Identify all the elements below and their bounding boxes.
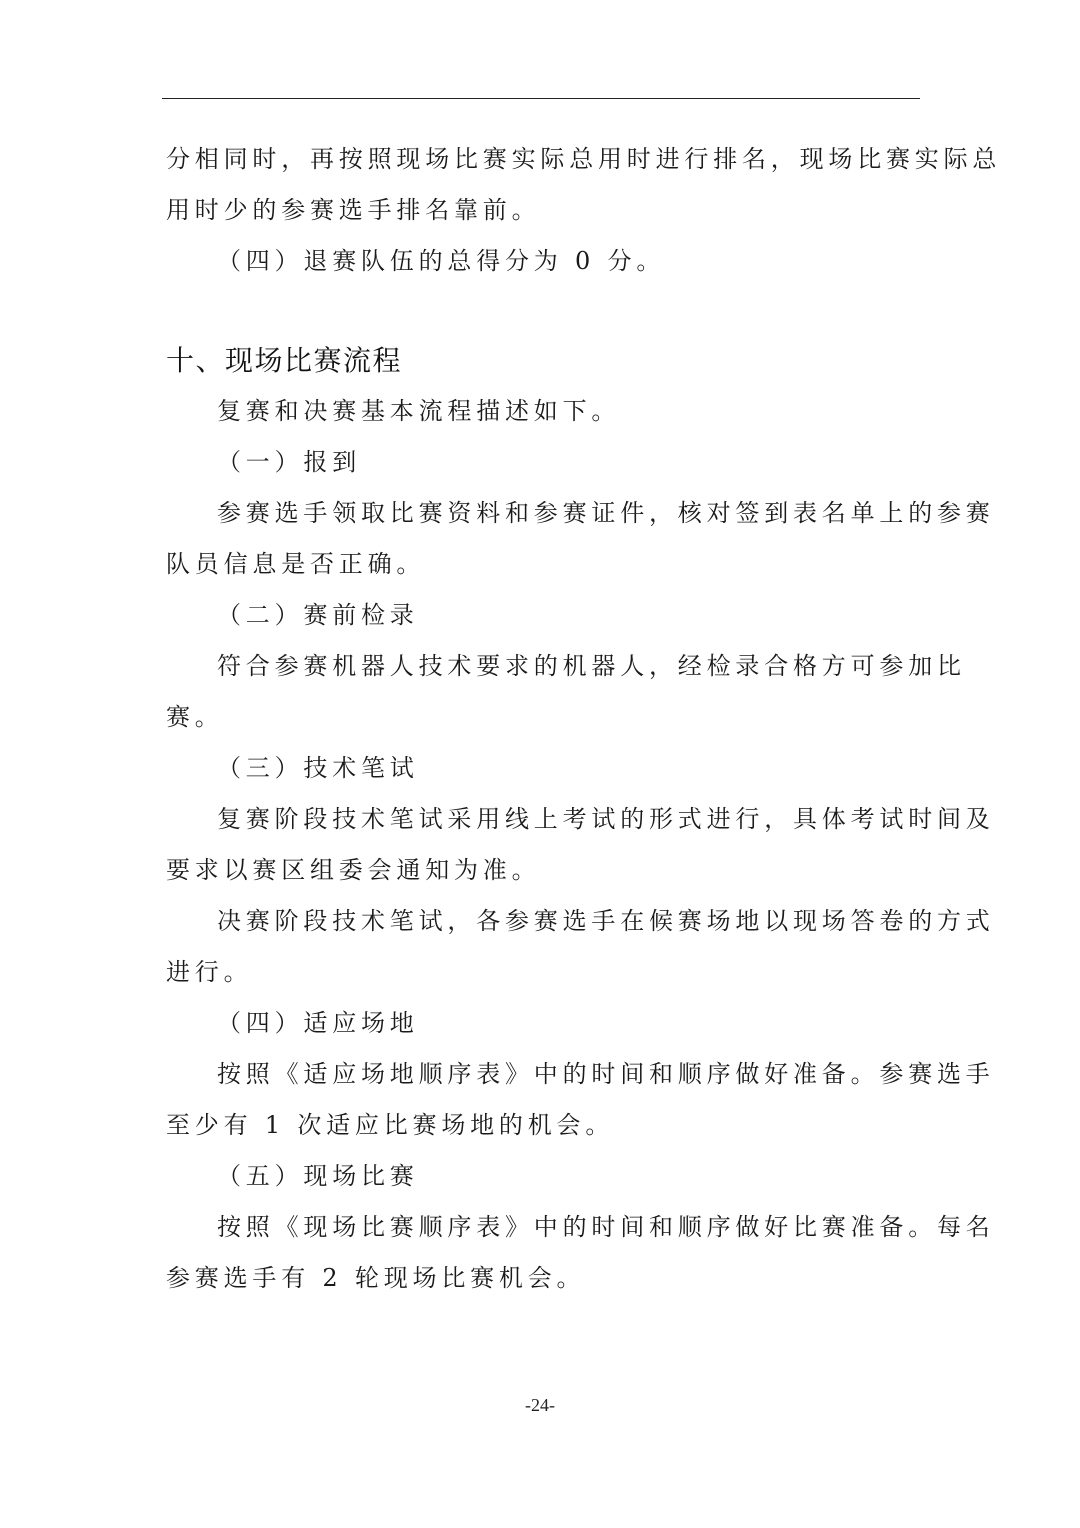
paragraph-line: 赛。 (166, 703, 224, 731)
paragraph-line: 复赛阶段技术笔试采用线上考试的形式进行，具体考试时间及 (217, 805, 995, 833)
paragraph-line: 队员信息是否正确。 (166, 550, 426, 578)
paragraph-line: （四）退赛队伍的总得分为 0 分。 (217, 247, 666, 275)
section-gap (166, 287, 906, 335)
paragraph-line: 用时少的参赛选手排名靠前。 (166, 196, 541, 224)
paragraph-line: 符合参赛机器人技术要求的机器人，经检录合格方可参加比 (217, 652, 966, 680)
paragraph-line: 参赛选手领取比赛资料和参赛证件，核对签到表名单上的参赛 (217, 499, 995, 527)
paragraph-line: 复赛和决赛基本流程描述如下。 (217, 397, 621, 425)
paragraph-line: 至少有 1 次适应比赛场地的机会。 (166, 1111, 615, 1139)
subheading: （二）赛前检录 (217, 601, 419, 629)
section-heading: 十、现场比赛流程 (166, 344, 403, 377)
paragraph-line: 决赛阶段技术笔试，各参赛选手在候赛场地以现场答卷的方式 (217, 907, 995, 935)
paragraph-line: 参赛选手有 2 轮现场比赛机会。 (166, 1264, 586, 1292)
subheading: （三）技术笔试 (217, 754, 419, 782)
paragraph-line: 分相同时，再按照现场比赛实际总用时进行排名，现场比赛实际总 (166, 145, 1002, 173)
page-number: -24- (525, 1395, 555, 1415)
paragraph-line: 按照《现场比赛顺序表》中的时间和顺序做好比赛准备。每名 (217, 1213, 995, 1241)
paragraph-line: 进行。 (166, 958, 253, 986)
subheading: （四）适应场地 (217, 1009, 419, 1037)
paragraph-line: 要求以赛区组委会通知为准。 (166, 856, 541, 884)
header-rule (162, 98, 920, 99)
subheading: （五）现场比赛 (217, 1162, 419, 1190)
page-content (166, 134, 1002, 1304)
paragraph-line: 按照《适应场地顺序表》中的时间和顺序做好准备。参赛选手 (217, 1060, 995, 1088)
subheading: （一）报到 (217, 448, 361, 476)
